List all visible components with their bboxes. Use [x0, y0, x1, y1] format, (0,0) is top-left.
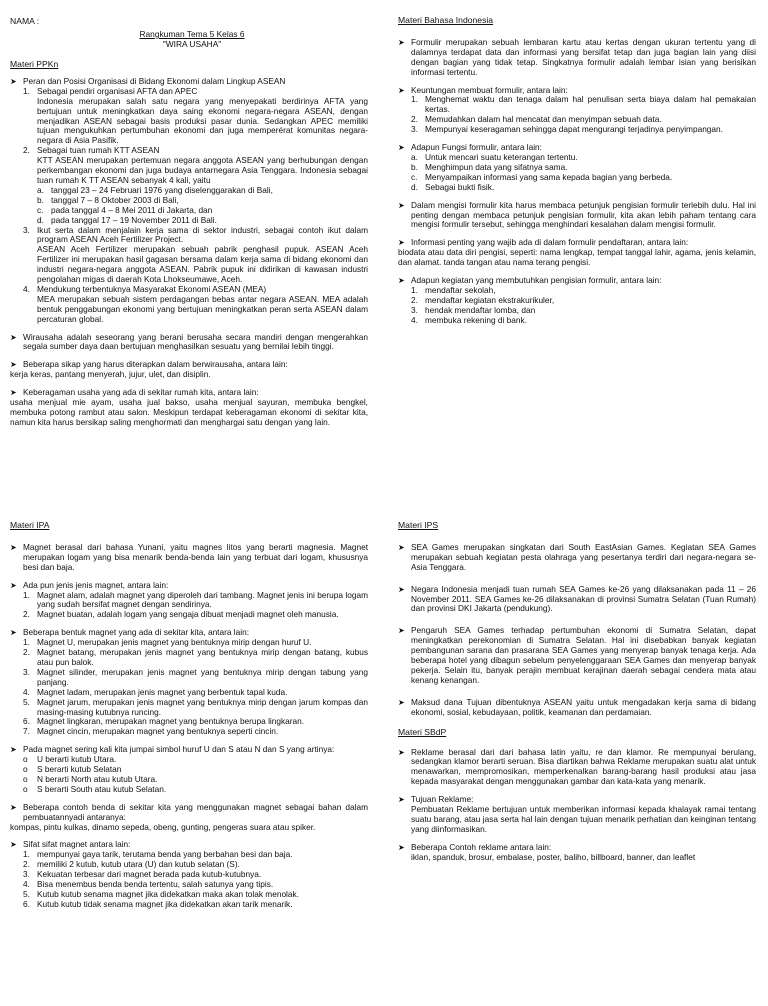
list-item: 4. Bisa menembus benda benda tertentu, salah satunya yang tipis.: [23, 879, 274, 890]
ips-bullet-4: ➤ Maksud dana Tujuan dibentuknya ASEAN yaitu untuk mengadakan kerja sama di bidang ekonomi, sosial, kebudayaan, politik, keamanan dan perdamaian.: [398, 696, 756, 717]
arrow-icon: ➤: [10, 628, 17, 638]
arrow-icon: ➤: [10, 332, 17, 342]
sbdp-header: Materi SBdP: [398, 726, 447, 737]
list-item: 4. membuka rekening di bank.: [411, 314, 527, 325]
ips-bullet-3: ➤ Pengaruh SEA Games terhadap pertumbuhan ekonomi di Sumatra Selatan, dapat meningkatkan perekonomian di Sumatra Selatan. Hal ini disebabkan banyak kegiatan pembangunan sarana dan prasarana SEA Games yang menyerap banyak tenaga kerja. Ada beberapa hotel yang dibagun sebelum penyelenggaraan SEA Games dan menyerap banyak pekerja. Selain itu, banyak perajin membuat kerajinan daerah sebagai cendera mata atau kenang kenangan.: [398, 625, 756, 685]
list-item: 1. Magnet alam, adalah magnet yang diperoleh dari tambang. Magnet jenis ini berupa logam yang sudah bersifat magnet dengan sendirinya.: [23, 589, 368, 610]
ppkn-bullet-3: ➤ Beberapa sikap yang harus diterapkan dalam berwirausaha, antara lain: kerja keras, pantang menyerah, jujur, ulet, dan disiplin.: [10, 359, 288, 380]
arrow-icon: ➤: [398, 37, 405, 47]
list-item: o U berarti kutub Utara.: [23, 754, 117, 765]
arrow-icon: ➤: [10, 840, 17, 850]
ipa-b2-list: [23, 591, 368, 621]
arrow-icon: ➤: [398, 85, 405, 95]
ppkn-header: Materi PPKn: [10, 59, 59, 69]
section-bahasa: [398, 16, 756, 334]
bahasa-bullet-1: ➤ Formulir merupakan sebuah lembaran kartu atau kertas dengan ukuran tertentu yang di dalamnya terdapat data dan informasi yang bersifat tetap dan juga bagian lain yang diisi dengan bagian yang tidak tetap. Singkatnya formulir adalah lembar isian yang berisikan informasi tertentu.: [398, 36, 756, 77]
ppkn-b1-lead: Peran dan Posisi Organisasi di Bidang Ekonomi dalam Lingkup ASEAN: [23, 75, 286, 86]
list-item: b. tanggal 7 – 8 Oktober 2003 di Bali,: [37, 194, 179, 205]
list-item: 7. Magnet cincin, merupakan magnet yang bentuknya seperti cincin.: [23, 726, 279, 737]
arrow-icon: ➤: [398, 795, 405, 805]
bahasa-b3-list: [411, 153, 756, 193]
bahasa-bullet-4: ➤ Dalam mengisi formulir kita harus membaca petunjuk pengisian formulir terlebih dulu. Hal ini penting dengan membaca petunjuk pengisian formulir, kita akan lebih paham tentang cara mengisi formulir tersebut, sehingga menghindari kesalahan dalam mengisi formulir.: [398, 199, 756, 230]
ips-header: Materi IPS: [398, 520, 439, 530]
section-ips: [398, 521, 756, 871]
ips-bullet-1: ➤ SEA Games merupakan singkatan dari South EastAsian Games. Kegiatan SEA Games merupakan sebuah kegiatan pesta olahraga yang pesertanya terdiri dari negara-negara se-Asia Tenggara.: [398, 541, 756, 572]
bahasa-b6-list: [411, 286, 756, 326]
arrow-icon: ➤: [398, 238, 405, 248]
bahasa-bullet-3: ➤ Adapun Fungsi formulir, antara lain: a. Untuk mencari suatu keterangan tertentu. b. Menghimpun data yang sifatnya sama. c. Menyampaikan informasi yang sama kepada bagian yang berbeda. d. Sebagai bukti fisik.: [398, 143, 756, 193]
arrow-icon: ➤: [398, 276, 405, 286]
list-item: 3. hendak mendaftar lomba, dan: [411, 304, 536, 315]
arrow-icon: ➤: [10, 745, 17, 755]
list-item: 2. Magnet buatan, adalah logam yang sengaja dibuat menjadi magnet oleh manusia.: [23, 609, 339, 620]
ipa-bullet-3: ➤ Beberapa bentuk magnet yang ada di sekitar kita, antara lain: 1. Magnet U, merupakan jenis magnet yang bentuknya mirip dengan huruf U. 2. Magnet batang, merupakan jenis magnet yang bentuknya mirip dengan batang, kubus atau pun balok. 3. Magnet silinder, merupakan jenis magnet yang bentuknya mirip dengan tabung yang panjang. 4. Magnet ladam, merupakan jenis magnet yang berbentuk tapal kuda. 5. Magnet jarum, merupakan jenis magnet yang bentuknya mirip dengan jarum kompas dan masing-masing kutubnya runcing. 6. Magnet lingkaran, merupakan magnet yang bentuknya berupa lingkaran. 7. Magnet cincin, merupakan magnet yang bentuknya seperti cincin.: [10, 627, 368, 737]
bahasa-bullet-6: ➤ Adapun kegiatan yang membutuhkan pengisian formulir, antara lain: 1. mendaftar sekolah, 2. mendaftar kegiatan ekstrakurikuler, 3. hendak mendaftar lomba, dan 4. membuka rekening di bank.: [398, 276, 756, 326]
list-item: 2. mendaftar kegiatan ekstrakurikuler,: [411, 294, 555, 305]
ipa-b4-list: [23, 755, 368, 795]
list-item: 5. Magnet jarum, merupakan jenis magnet yang bentuknya mirip dengan jarum kompas dan masing-masing kutubnya runcing.: [23, 696, 368, 717]
list-item: o S berarti kutub Selatan: [23, 764, 122, 775]
list-item: 1. mempunyai gaya tarik, terutama benda yang berbahan besi dan baja.: [23, 849, 293, 860]
list-item: 1. mendaftar sekolah,: [411, 284, 496, 295]
arrow-icon: ➤: [10, 580, 17, 590]
ppkn-bullet-1: [10, 77, 368, 325]
ipa-b6-list: [23, 850, 368, 909]
arrow-icon: ➤: [10, 360, 17, 370]
ipa-bullet-1: ➤ Magnet berasal dari bahasa Yunani, yaitu magnes litos yang berarti magnesia. Magnet merupakan logam yang bisa menarik benda-benda lain yang terbuat dari logam, khususnya besi dan baja.: [10, 541, 368, 572]
list-item: a. Untuk mencari suatu keterangan tertentu.: [411, 151, 578, 162]
ppkn-b1-list: [23, 87, 368, 325]
arrow-icon: ➤: [10, 802, 17, 812]
ktt-dates-list: [37, 186, 368, 226]
arrow-icon: ➤: [398, 143, 405, 153]
arrow-icon: ➤: [398, 697, 405, 707]
list-item: 3. Mempunyai keseragaman sehingga dapat mengurangi terjadinya penyimpangan.: [411, 124, 723, 135]
nama-label: NAMA :: [10, 16, 40, 26]
list-item: 1. Sebagai pendiri organisasi AFTA dan APEC Indonesia merupakan salah satu negara yang menyepakati berdirinya AFTA yang bertujuan untuk meningkatkan daya saing ekonomi negara-negara ASEAN, dengan menjadikan ASEAN sebagai basis produksi pasar dunia. Sedangkan APEC memiliki tujuan mengukuhkan pertumbuhan ekonomi dan juga memperérat komunitas negara-negara di Asia Pasifik.: [23, 85, 368, 146]
section-ipa: [10, 521, 368, 918]
ipa-header: Materi IPA: [10, 520, 50, 530]
ipa-bullet-2: ➤ Ada pun jenis jenis magnet, antara lain: 1. Magnet alam, adalah magnet yang diperoleh dari tambang. Magnet jenis ini berupa logam yang sudah bersifat magnet dengan sendirinya. 2. Magnet buatan, adalah logam yang sengaja dibuat menjadi magnet oleh manusia.: [10, 579, 368, 620]
list-item: c. pada tanggal 4 – 8 Mei 2011 di Jakarta, dan: [37, 204, 213, 215]
arrow-icon: ➤: [398, 584, 405, 594]
list-item: 3. Magnet silinder, merupakan jenis magnet yang bentuknya mirip dengan tabung yang panjang.: [23, 666, 368, 687]
list-item: 1. Menghemat waktu dan tenaga dalam hal penulisan serta biaya dalam hal pemakaian kertas.: [411, 94, 756, 115]
ipa-b3-list: [23, 638, 368, 737]
list-item: 2. Memudahkan dalam hal mencatat dan menyimpan sebuah data.: [411, 114, 662, 125]
list-item: o N berarti North atau kutub Utara.: [23, 773, 158, 784]
list-item: 3. Ikut serta dalam menjalain kerja sama di sektor industri, sebagai contoh ikut dalam program ASEAN Aceh Fertilizer Project. ASEAN Aceh Fertilizer merupakan sebuah pabrik penghasil pupuk. ASEAN Aceh Fertilizer ini merupakan hasil gagasan bersama dalam kerja sama di bidang ekonomi dan industri negara-negara anggota ASEAN. Pabrik pupuk ini didirikan di kawasan industri pengolahan migas di daerah Kota Lhokseumawe, Aceh.: [23, 224, 368, 285]
bahasa-bullet-5: ➤ Informasi penting yang wajib ada di dalam formulir pendaftaran, antara lain: biodata atau data diri pengisi, seperti: nama lengkap, tempat tanggal lahir, agama, jenis kelamin, dan alamat. tanda tangan atau nama terang pengisi.: [398, 237, 756, 268]
ips-bullet-2: ➤ Negara Indonesia menjadi tuan rumah SEA Games ke-26 yang dilaksanakan pada 11 – 26 November 2011. SEA Games ke-26 dilaksanakan di provinsi Sumatra Selatan (Tuan Rumah) dan provinsi DKI Jakarta (pendukung).: [398, 583, 756, 614]
arrow-icon: ➤: [398, 200, 405, 210]
list-item: 1. Magnet U, merupakan jenis magnet yang bentuknya mirip dengan huruf U.: [23, 637, 312, 648]
bahasa-b2-list: [411, 95, 756, 135]
section-ppkn: [10, 60, 368, 436]
list-item: c. Menyampaikan informasi yang sama kepada bagian yang berbeda.: [411, 171, 673, 182]
bahasa-bullet-2: ➤ Keuntungan membuat formulir, antara lain: 1. Menghemat waktu dan tenaga dalam hal penulisan serta biaya dalam hal pemakaian kertas. 2. Memudahkan dalam hal mencatat dan menyimpan sebuah data. 3. Mempunyai keseragaman sehingga dapat mengurangi terjadinya penyimpangan.: [398, 84, 756, 135]
list-item: a. tanggal 23 – 24 Februari 1976 yang diselenggarakan di Bali,: [37, 184, 273, 195]
ipa-bullet-6: ➤ Sifat sifat magnet antara lain: 1. mempunyai gaya tarik, terutama benda yang berbahan besi dan baja. 2. memiliki 2 kutub, kutub utara (U) dan kutub selatan (S). 3. Kekuatan terbesar dari magnet berada pada kutub-kutubnya. 4. Bisa menembus benda benda tertentu, salah satunya yang tipis. 5. Kutub kutub senama magnet jika didekatkan maka akan tolak menolak. 6. Kutub kutub tidak senama magnet jika didekatkan akan tarik menarik.: [10, 840, 368, 909]
list-item: 4. Mendukung terbentuknya Masyarakat Ekonomi ASEAN (MEA) MEA merupakan sebuah sistem perdagangan bebas antar negara ASEAN. MEA adalah bentuk penggabungan ekonomi yang bertujuan meningkatkan peran serta ASEAN dalam percaturan global.: [23, 283, 368, 324]
document-title: [0, 30, 384, 50]
list-item: 2. Magnet batang, merupakan jenis magnet yang bentuknya mirip dengan batang, kubus atau pun balok.: [23, 647, 368, 667]
list-item: 2. memiliki 2 kutub, kutub utara (U) dan kutub selatan (S).: [23, 859, 240, 870]
list-item: d. pada tanggal 17 – 19 November 2011 di Bali.: [37, 214, 217, 225]
list-item: b. Menghimpun data yang sifatnya sama.: [411, 161, 568, 172]
arrow-icon: ➤: [398, 747, 405, 757]
ipa-bullet-5: ➤ Beberapa contoh benda di sekitar kita yang menggunakan magnet sebagai bahan dalam pembuatannyadi antaranya: kompas, pintu kulkas, dinamo sepeda, obeng, gunting, pengeras suara atau spiker.: [10, 801, 368, 832]
list-item: 3. Kekuatan terbesar dari magnet berada pada kutub-kutubnya.: [23, 869, 262, 880]
list-item: 6. Magnet lingkaran, merupakan magnet yang bentuknya berupa lingkaran.: [23, 716, 305, 727]
title-line-1: Rangkuman Tema 5 Kelas 6: [139, 29, 245, 39]
title-line-2: "WIRA USAHA": [162, 38, 222, 49]
arrow-icon: ➤: [10, 76, 17, 86]
arrow-icon: ➤: [10, 388, 17, 398]
arrow-icon: ➤: [398, 842, 405, 852]
ppkn-bullet-4: ➤ Keberagaman usaha yang ada di sekitar rumah kita, antara lain: usaha menjual mie ayam, usaha jual bakso, usaha menjual sayuran, membuka bengkel, membuka potong rambut atau salon. Meskipun terdapat keberagaman ekonomi di sekitar kita, namun kita harus bersikap saling menghormati dan menghargai satu dengan yang lain.: [10, 387, 368, 427]
sbdp-bullet-2: ➤ Tujuan Reklame: Pembuatan Reklame bertujuan untuk memberikan informasi kepada khalayak ramai tentang suatu barang, atau jasa serta hal lain dengan tujuan menarik perhatian dan keinginan tentang yang diinformasikan.: [398, 794, 756, 834]
arrow-icon: ➤: [398, 626, 405, 636]
list-item: d. Sebagai bukti fisik.: [411, 181, 495, 192]
list-item: 2. Sebagai tuan rumah KTT ASEAN KTT ASEAN merupakan pertemuan negara anggota ASEAN yang berhubungan dengan perkembangan ekonomi dan juga budaya antarnegara Asia Tenggara. Indonesia sebagai tuan rumah K TT ASEAN sebanyak 4 kali, yaitu a. tanggal 23 – 24 Februari 1976 yang diselenggarakan di Bali, b. tanggal 7 – 8 Oktober 2003 di Bali, c. pada tanggal 4 – 8 Mei 2011 di Jakarta, dan d. pada tanggal 17 – 19 November 2011 di Bali.: [23, 145, 368, 225]
list-item: 5. Kutub kutub senama magnet jika didekatkan maka akan tolak menolak.: [23, 889, 299, 899]
ipa-bullet-4: ➤ Pada magnet sering kali kita jumpai simbol huruf U dan S atau N dan S yang artinya: o U berarti kutub Utara. o S berarti kutub Selatan o N berarti North atau kutub Utara. o S berarti South atau kutub Selatan.: [10, 745, 368, 795]
list-item: 6. Kutub kutub tidak senama magnet jika didekatkan akan tarik menarik.: [23, 898, 293, 909]
sbdp-bullet-3: ➤ Beberapa Contoh reklame antara lain: iklan, spanduk, brosur, embalase, poster, baliho, billboard, banner, dan leaflet: [398, 841, 696, 862]
sbdp-bullet-1: ➤ Reklame berasal dari dari bahasa latin yaitu, re dan klamor. Re mempunyai berulang, sedangkan klamor berarti seruan. Bisa diartikan bahwa Reklame merupakan suatu alat untuk menawarkan, mempromosikan, memperkenalkan barang-barang hasil produksi atau jasa kepada masyarakat dengan menggunakan gambar dan kata-kata yang menarik.: [398, 746, 756, 787]
list-item: 4. Magnet ladam, merupakan jenis magnet yang berbentuk tapal kuda.: [23, 686, 288, 697]
ppkn-bullet-2: ➤ Wirausaha adalah seseorang yang berani berusaha secara mandiri dengan mengerahkan segala sumber daya daan bertujuan menghasilkan sesuatu yang bernilai lebih tinggi.: [10, 331, 368, 352]
arrow-icon: ➤: [398, 542, 405, 552]
arrow-icon: ➤: [10, 542, 17, 552]
list-item: o S berarti South atau kutub Selatan.: [23, 783, 167, 794]
bahasa-header: Materi Bahasa Indonesia: [398, 15, 494, 25]
